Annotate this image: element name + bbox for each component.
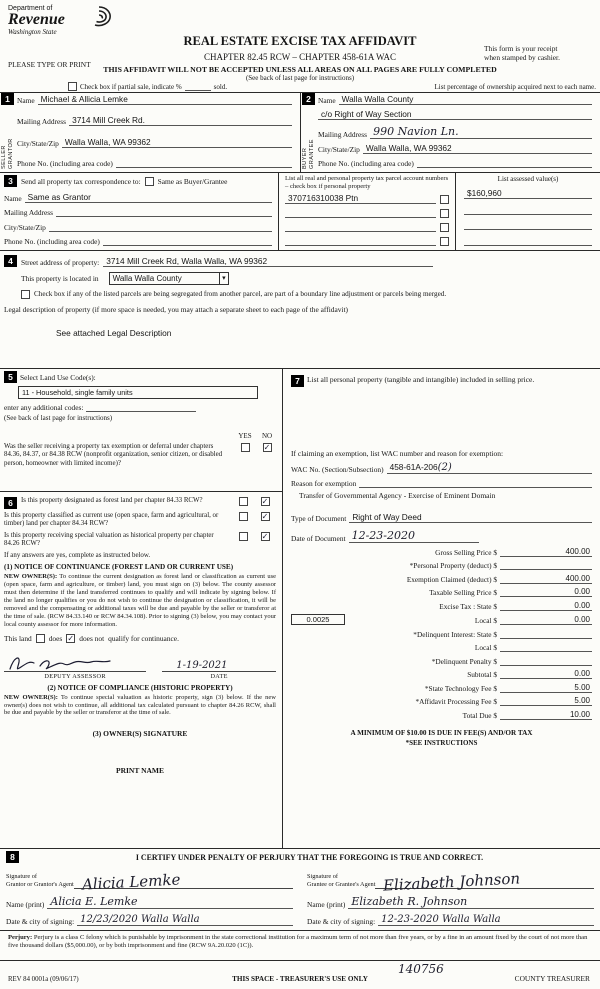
deputy-assessor-label: DEPUTY ASSESSOR [44, 672, 106, 680]
grantor-signature-field[interactable] [74, 863, 293, 894]
exemption-claimed-label: Exemption Claimed (deduct) $ [406, 574, 497, 584]
section-3-tax-correspondence [0, 172, 600, 250]
reason-exemption-field[interactable] [359, 478, 592, 488]
tax-phone-field[interactable] [103, 236, 272, 246]
section-2-buyer [300, 93, 600, 172]
personal-property-checkbox-4[interactable] [440, 237, 449, 246]
seller-address-label: Mailing Address [17, 117, 67, 127]
delinquent-penalty-value[interactable] [500, 656, 592, 666]
grantor-print-name-label: Name (print) [6, 899, 45, 909]
affidavit-processing-fee-label: *Affidavit Processing Fee $ [415, 697, 497, 706]
land-use-code-input[interactable]: 11 - Household, single family units [18, 386, 258, 399]
segregated-label: Check box if any of the listed parcels are being segregated from another parcel, are part of a boundary line adjustment or parcels being merged. [34, 290, 447, 298]
section-8-certification [0, 848, 600, 930]
grantor-date-city-field[interactable]: 12/23/2020 Walla Walla [77, 914, 293, 926]
deputy-assessor-signature [6, 653, 116, 673]
assessed-value-field-4[interactable] [464, 236, 592, 246]
form-revision-number: REV 84 0001a (09/06/17) [8, 976, 79, 983]
parcel-numbers-header: List all real and personal property tax parcel account numbers – check box if personal property [285, 175, 449, 190]
form-footer [0, 960, 600, 989]
form-header [0, 0, 600, 92]
continuance-qualify-row [4, 634, 276, 643]
parcel-number-field-1[interactable]: 370716310038 Ptn [285, 193, 436, 204]
wac-number-field[interactable] [387, 462, 592, 474]
exemption-question: Was the seller receiving a property tax exemption or deferral under chapters 84.36, 84.37, or 84.38 RCW (nonprofit organization, senior citizen, or disabled person, homeowner with limited income)? [4, 443, 223, 467]
seller-address-field[interactable]: 3714 Mill Creek Rd. [69, 115, 292, 126]
receipt-note [484, 44, 592, 63]
grantee-sig-label-1: Signature of [307, 872, 338, 880]
parcel-number-field-2[interactable] [285, 208, 436, 218]
grantee-print-name-label: Name (print) [307, 899, 346, 909]
buyer-csz-field[interactable]: Walla Walla, WA 99362 [363, 143, 592, 154]
seller-buyer-row [0, 92, 600, 172]
subtotal-value[interactable]: 0.00 [500, 669, 592, 679]
gross-selling-price-value[interactable]: 400.00 [500, 547, 592, 557]
form-title: REAL ESTATE EXCISE TAX AFFIDAVIT [183, 34, 417, 48]
perjury-text: Perjury is a class C felony which is punishable by imprisonment in the state correctional institution for a maximum term of not more than five years, or by a fine in an amount fixed by the court of not more than five thousand dollars ($5,000.00), or by both imprisonment and fine (RCW 9A.20.020 (1C)). [8, 934, 588, 950]
assessed-value-field-1[interactable]: $160,960 [464, 188, 592, 199]
does-checkbox[interactable] [36, 634, 45, 643]
buyer-phone-label: Phone No. (including area code) [318, 159, 414, 168]
continuance-date-field[interactable] [162, 655, 276, 672]
section-7-number: 7 [291, 375, 304, 387]
property-county-select[interactable] [109, 272, 229, 285]
personal-property-checkbox-1[interactable] [440, 195, 449, 204]
grantee-label: GRANTEE [309, 139, 315, 169]
section-2-number: 2 [302, 93, 315, 105]
buyer-address-label: Mailing Address [318, 129, 368, 139]
excise-tax-state-value[interactable]: 0.00 [500, 601, 592, 611]
qualify-label: qualify for continuance. [108, 633, 179, 643]
taxable-selling-price-value[interactable]: 0.00 [500, 587, 592, 597]
section-5-number: 5 [4, 371, 17, 383]
if-any-yes-note: If any answers are yes, complete as instructed below. [4, 552, 151, 560]
ownership-note: List percentage of ownership acquired next to each name. [434, 83, 596, 91]
tax-address-field[interactable] [56, 207, 272, 217]
street-address-label: Street address of property: [21, 258, 100, 267]
grantor-signature: Alicia Lemke [81, 870, 181, 894]
treasurer-stamp-number: 140756 [398, 962, 444, 976]
logo-dept-text: Department of [8, 5, 53, 12]
land-use-label: Select Land Use Code(s): [20, 372, 96, 382]
additional-codes-label: enter any additional codes: [4, 403, 84, 412]
document-type-field[interactable]: Right of Way Deed [349, 512, 592, 523]
wac-number-handwritten: (2) [437, 462, 452, 473]
county-treasurer-label: COUNTY TREASURER [514, 974, 590, 983]
state-technology-fee-label: *State Technology Fee $ [424, 683, 497, 693]
located-in-label: This property is located in [21, 274, 99, 283]
buyer-label: BUYER [302, 147, 308, 169]
grantor-signature-label [6, 873, 74, 889]
buyer-careof-field[interactable]: c/o Right of Way Section [318, 109, 592, 120]
grantee-signature-label [307, 873, 375, 889]
seller-grantor-label [0, 107, 15, 169]
same-as-buyer-label: Same as Buyer/Grantee [157, 176, 228, 186]
seller-csz-field[interactable]: Walla Walla, WA 99362 [62, 137, 292, 148]
notice-compliance-paragraph [4, 694, 276, 718]
current-use-yes-checkbox[interactable] [239, 512, 248, 521]
section-8-number: 8 [6, 851, 19, 863]
delinquent-interest-local-label: Local $ [474, 643, 497, 652]
buyer-address-field[interactable]: 990 Navion Ln. [370, 125, 592, 139]
section-1-number: 1 [1, 93, 14, 105]
total-due-label: Total Due $ [462, 710, 497, 720]
new-owners-text-2: To continue special valuation as historic property, sign (3) below. If the new owner(s) does not wish to continue, all additional tax calculated pursuant to chapter 84.26 RCW, shall be due and payable by the seller or transferor at the time of sale. [4, 693, 276, 717]
personal-property-list-area[interactable] [291, 387, 592, 449]
new-owners-lead-1: NEW OWNER(S): [4, 573, 58, 581]
document-type-label: Type of Document [291, 514, 347, 523]
tax-name-label: Name [4, 193, 22, 203]
grantor-print-name-field[interactable]: Alicia E. Lemke [47, 895, 293, 909]
personal-property-list-label: List all personal property (tangible and intangible) included in selling price. [307, 375, 535, 384]
segregated-checkbox[interactable] [21, 290, 30, 299]
acceptance-warning: THIS AFFIDAVIT WILL NOT BE ACCEPTED UNLESS ALL AREAS ON ALL PAGES ARE FULLY COMPLETED [103, 65, 497, 74]
does-not-label: does not [79, 633, 105, 643]
form-chapter: CHAPTER 82.45 RCW – CHAPTER 458-61A WAC [204, 52, 396, 62]
receipt-note-line1: This form is your receipt [484, 44, 558, 53]
section-6-number: 6 [4, 497, 17, 509]
historic-question: Is this property receiving special valuation as historical property per chapter 84.26 RCW? [4, 531, 214, 547]
reason-exemption-text: Transfer of Governmental Agency - Exercise of Eminent Domain [299, 491, 496, 500]
grantee-sig-label-2: Grantee or Grantee's Agent [307, 880, 376, 888]
grantee-date-city-field[interactable]: 12-23-2020 Walla Walla [378, 914, 594, 926]
grantor-sig-label-1: Signature of [6, 872, 37, 880]
grantee-signature: Elizabeth Johnson [383, 869, 521, 895]
exemption-claimed-value[interactable]: 400.00 [500, 574, 592, 584]
wac-number-label: WAC No. (Section/Subsection) [291, 465, 384, 474]
additional-codes-field[interactable] [86, 402, 196, 412]
grantee-signature-block [307, 863, 594, 928]
does-not-checkbox[interactable]: ✓ [67, 633, 75, 643]
street-address-field[interactable]: 3714 Mill Creek Rd, Walla Walla, WA 99362 [103, 256, 433, 267]
local-rate-box: 0.0025 [291, 614, 345, 625]
buyer-name-field[interactable]: Walla Walla County [339, 94, 592, 105]
grantee-signature-field[interactable] [375, 863, 594, 895]
legal-description-value[interactable]: See attached Legal Description [56, 328, 172, 338]
tax-csz-label: City/State/Zip [4, 222, 46, 232]
seller-label: SELLER [1, 145, 7, 169]
personal-property-checkbox-2[interactable] [440, 209, 449, 218]
assessed-values-header: List assessed value(s) [497, 175, 559, 183]
please-type-print: PLEASE TYPE OR PRINT [8, 60, 91, 69]
certify-statement: I CERTIFY UNDER PENALTY OF PERJURY THAT THE FOREGOING IS TRUE AND CORRECT. [135, 852, 484, 862]
no-header: NO [261, 432, 273, 440]
print-name-heading: PRINT NAME [116, 766, 164, 776]
property-county-value: Walla Walla County [112, 274, 182, 283]
delinquent-interest-state-value[interactable] [500, 629, 592, 639]
yes-no-header [4, 432, 278, 440]
document-date-field[interactable]: 12-23-2020 [349, 529, 479, 543]
total-due-value[interactable]: 10.00 [500, 710, 592, 720]
send-correspondence-label: Send all property tax correspondence to: [21, 176, 141, 186]
partial-sale-label: Check box if partial sale, indicate % [80, 83, 182, 91]
this-land-label: This land [4, 633, 32, 643]
owners-signature-heading: (3) OWNER(S) SIGNATURE [92, 729, 188, 739]
continuance-date-value: 1-19-2021 [176, 659, 228, 671]
reason-exemption-label: Reason for exemption [291, 479, 357, 488]
yes-header: YES [238, 432, 252, 440]
delinquent-interest-state-label: *Delinquent Interest: State $ [413, 629, 497, 639]
section-3-number: 3 [4, 175, 17, 187]
perjury-notice [0, 930, 600, 960]
see-instructions-note: *SEE INSTRUCTIONS [405, 738, 478, 747]
historic-yes-checkbox[interactable] [239, 532, 248, 541]
tax-csz-field[interactable] [49, 222, 272, 232]
excise-tax-local-value[interactable]: 0.00 [500, 615, 592, 625]
assessed-value-field-3[interactable] [464, 220, 592, 230]
partial-percent-field[interactable] [185, 90, 211, 91]
treasurer-space-label: THIS SPACE - TREASURER'S USE ONLY [232, 975, 368, 983]
excise-tax-state-label: Excise Tax : State $ [439, 601, 497, 611]
forest-no-checkbox[interactable]: ✓ [261, 497, 269, 506]
assessed-value-field-2[interactable] [464, 205, 592, 215]
state-technology-fee-value[interactable]: 5.00 [500, 683, 592, 693]
seller-phone-field[interactable] [116, 158, 292, 168]
grantee-date-city-label: Date & city of signing: [307, 917, 376, 926]
seller-phone-label: Phone No. (including area code) [17, 158, 113, 168]
receipt-note-line2: when stamped by cashier. [484, 53, 560, 63]
logo-revenue-text: Revenue [8, 11, 65, 29]
continuance-date-label: DATE [210, 672, 228, 680]
see-back-note-2: (See back of last page for instructions) [4, 414, 113, 422]
new-owners-text-1: To continue the current designation as forest land or classification as current use (open space, farm and agriculture, or timber) land, you must sign on (3) below. The county assessor must then determine if the land transferred continues to qualify and will indicate by signing below. If the land no longer qualifies or you do not wish to continue the designation or classification, it will be removed and the compensating or additional taxes will be due and payable by the seller or transferor at the time of sale. (RCW 84.33.140 or RCW 84.34.108). Prior to signing (3) below, you may contact your local county assessor for more information. [4, 573, 276, 628]
buyer-csz-label: City/State/Zip [318, 144, 360, 154]
minimum-due-note: A MINIMUM OF $10.00 IS DUE IN FEE(S) AND/OR TAX [350, 728, 533, 737]
affidavit-processing-fee-value[interactable]: 5.00 [500, 696, 592, 706]
main-two-column [0, 368, 600, 848]
buyer-phone-field[interactable] [417, 158, 592, 168]
tax-name-field[interactable]: Same as Grantor [25, 192, 272, 203]
see-back-note: (See back of last page for instructions) [245, 74, 355, 82]
notice-compliance-heading: (2) NOTICE OF COMPLIANCE (HISTORIC PROPERTY) [47, 683, 233, 692]
grantor-date-city-label: Date & city of signing: [6, 917, 75, 926]
grantor-sig-label-2: Grantor or Grantor's Agent [6, 880, 74, 888]
deputy-assessor-signature-field[interactable] [4, 655, 146, 672]
historic-no-checkbox[interactable]: ✓ [261, 531, 269, 541]
buyer-name-label: Name [318, 96, 336, 105]
new-owners-lead-2: NEW OWNER(S): [4, 693, 58, 701]
current-use-question: Is this property classified as current use (open space, farm and agricultural, or timber) land per chapter 84.34 RCW? [4, 512, 219, 528]
grantor-signature-block [6, 863, 293, 928]
section-4-property-location [0, 250, 600, 368]
partial-sale-row [68, 82, 596, 91]
personal-property-deduct-label: *Personal Property (deduct) $ [409, 561, 497, 570]
legal-description-label: Legal description of property (if more space is needed, you may attach a separate sheet to each page of the affidavit) [4, 305, 348, 314]
parcel-number-field-3[interactable] [285, 222, 436, 232]
grantee-print-name-field[interactable]: Elizabeth R. Johnson [348, 895, 594, 909]
taxable-selling-price-label: Taxable Selling Price $ [429, 588, 497, 597]
partial-sale-checkbox[interactable] [68, 82, 77, 91]
revenue-swirl-icon [84, 5, 114, 29]
forest-yes-checkbox[interactable] [239, 497, 248, 506]
forest-land-question: Is this property designated as forest land per chapter 84.33 RCW? [21, 497, 203, 504]
current-use-no-checkbox[interactable]: ✓ [261, 512, 269, 521]
excise-tax-local-label: Local $ [474, 616, 497, 625]
logo-state-text: Washington State [8, 28, 57, 37]
document-date-label: Date of Document [291, 534, 346, 543]
tax-address-label: Mailing Address [4, 208, 54, 217]
section-6-continuance [0, 491, 282, 848]
delinquent-interest-local-value[interactable] [500, 642, 592, 652]
section-1-seller [0, 93, 300, 172]
seller-name-label: Name [17, 96, 35, 105]
does-label: does [48, 633, 63, 643]
section-7-tax-computation [283, 369, 600, 848]
seller-name-field[interactable]: Michael & Allicia Lemke [38, 94, 292, 105]
perjury-lead: Perjury: [8, 934, 33, 941]
chevron-down-icon[interactable]: ▾ [219, 273, 228, 284]
seller-csz-label: City/State/Zip [17, 138, 59, 148]
notice-continuance-paragraph [4, 573, 276, 628]
exemption-yes-checkbox[interactable] [241, 443, 250, 452]
delinquent-penalty-label: *Delinquent Penalty $ [431, 656, 497, 666]
personal-property-deduct-value[interactable] [500, 560, 592, 570]
personal-property-checkbox-3[interactable] [440, 223, 449, 232]
section-4-number: 4 [4, 255, 17, 267]
buyer-grantee-label [301, 107, 316, 169]
exemption-intro: If claiming an exemption, list WAC number and reason for exemption: [291, 449, 504, 458]
same-as-buyer-checkbox[interactable] [145, 177, 154, 186]
subtotal-label: Subtotal $ [467, 670, 497, 679]
gross-selling-price-label: Gross Selling Price $ [435, 547, 497, 557]
partial-sold-label: sold. [213, 83, 228, 91]
tax-phone-label: Phone No. (including area code) [4, 237, 100, 246]
section-5-land-use [0, 369, 282, 491]
parcel-number-field-4[interactable] [285, 236, 436, 246]
exemption-no-checkbox[interactable]: ✓ [263, 443, 271, 452]
owners-signature-area[interactable] [4, 738, 276, 762]
dor-logo [8, 5, 65, 36]
notice-continuance-heading: (1) NOTICE OF CONTINUANCE (FOREST LAND OR CURRENT USE) [4, 563, 234, 572]
wac-number-value: 458-61A-206 [389, 462, 438, 472]
grantor-label: GRANTOR [8, 138, 14, 169]
